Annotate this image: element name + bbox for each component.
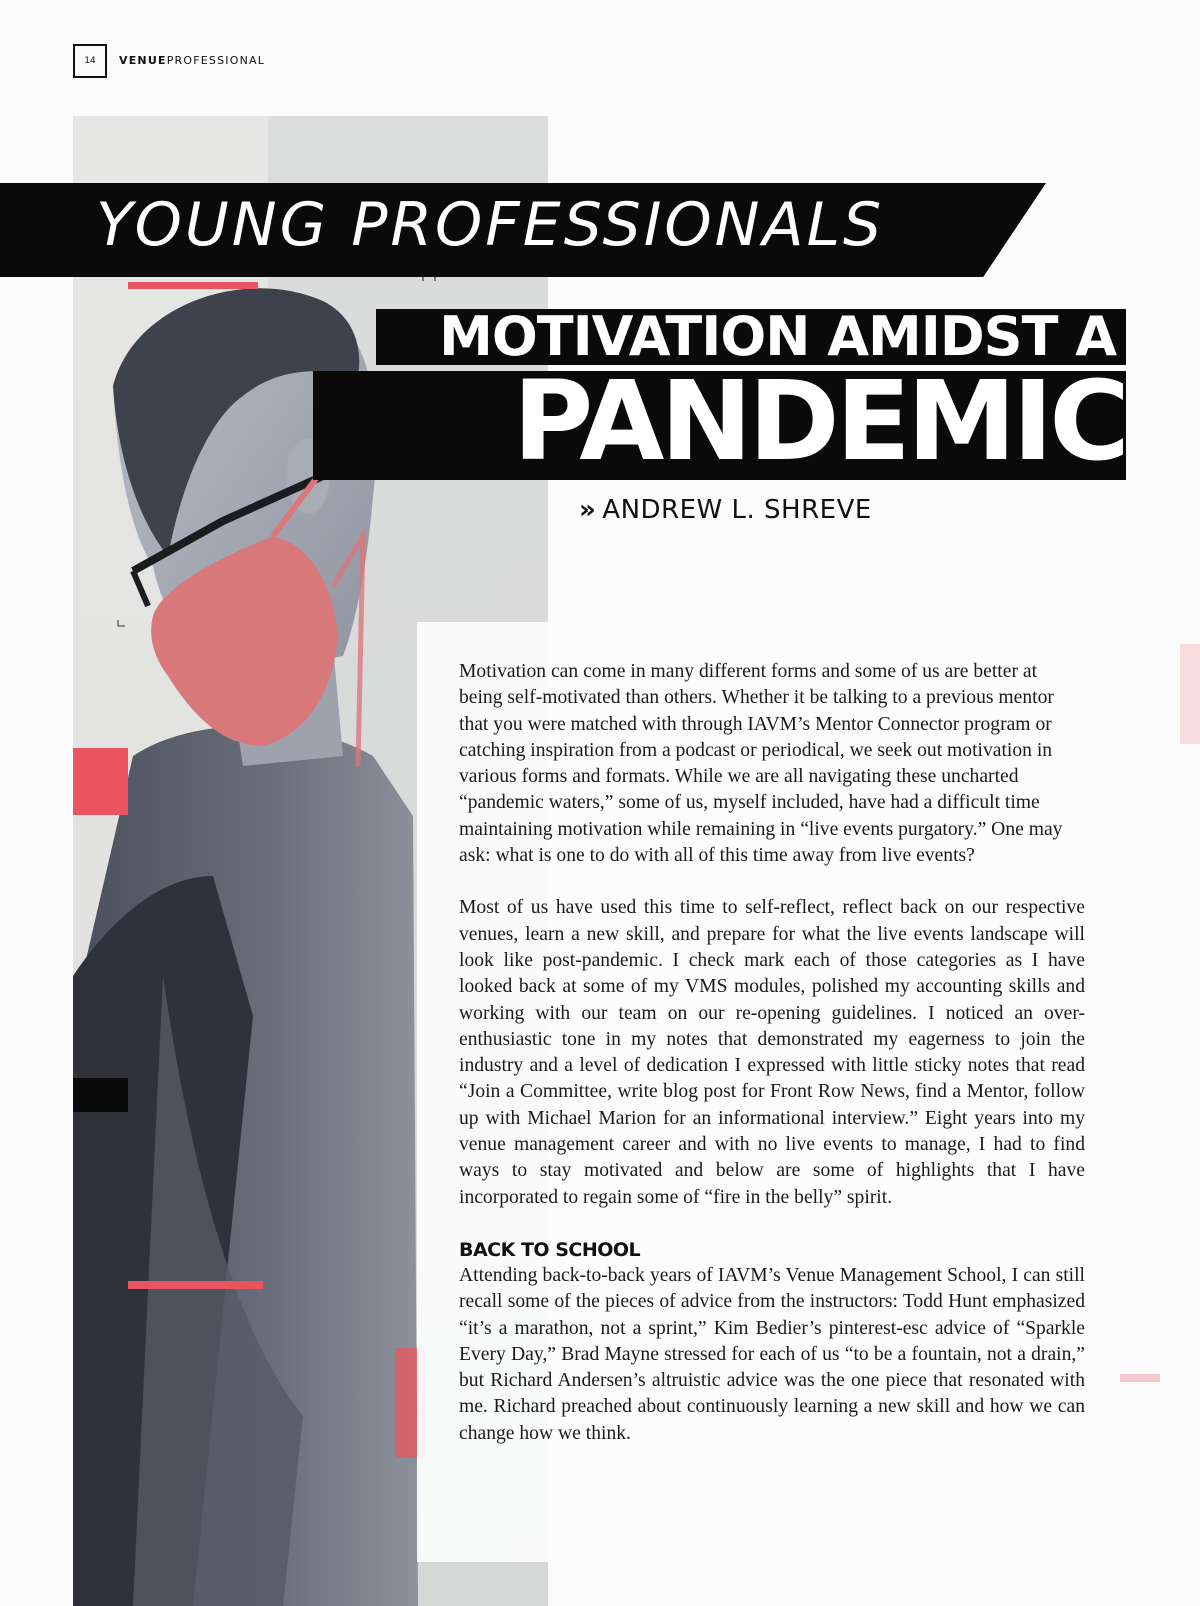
subheading: BACK TO SCHOOL: [459, 1238, 641, 1261]
article-title-line1: MOTIVATION AMIDST A: [439, 305, 1116, 368]
article-body: [459, 659, 1085, 1473]
magazine-masthead: VENUEPROFESSIONAL: [119, 54, 266, 67]
article-title-line2: PANDEMIC: [512, 357, 1126, 485]
author-name: ANDREW L. SHREVE: [602, 495, 872, 525]
section-title: YOUNG PROFESSIONALS: [96, 190, 885, 260]
chevron-right-icon: »: [579, 495, 597, 525]
page-number: 14: [73, 44, 107, 78]
byline: [579, 495, 872, 525]
decorative-mark: [1120, 1374, 1160, 1382]
paragraph: Motivation can come in many different forms and some of us are better at being self-motivated than others. Whether it be talking to a previous mentor that you were matched with through IAVM’s Mentor Connector program or catching inspiration from a podcast or periodical, we seek out motivation in various forms and formats. While we are all navigating these uncharted “pandemic waters,” some of us, myself included, have had a difficult time maintaining motivation while remaining in “live events purgatory.” One may ask: what is one to do with all of this time away from live events?: [459, 661, 1063, 867]
decorative-mark: [1180, 644, 1200, 744]
paragraph: Attending back-to-back years of IAVM’s Venue Management School, I can still recall some of the pieces of advice from the instructors: Todd Hunt emphasized “it’s a marathon, not a sprint,” Kim Bedier’s pinterest-esc advice of “Sparkle Every Day,” Brad Mayne stressed for each of us “to be a fountain, not a drain,” but Richard Andersen’s altruistic advice was the one piece that resonated with me. Richard preached about continuously learning a new skill and how we can change how we think.: [459, 1264, 1085, 1444]
paragraph: Most of us have used this time to self-reflect, reflect back on our respective venues, learn a new skill, and prepare for what the live events landscape will look like post-pandemic. I check mark each of those categories as I have looked back at some of my VMS modules, polished my accounting skills and working with our team on our re-opening guidelines. I noticed an over-enthusiastic tone in my notes that demonstrated my eagerness to join the industry and a level of dedication I expressed with little sticky notes that read “Join a Committee, write blog post for Front Row News, find a Mentor, follow up with Michael Marion for an informational interview.” Eight years into my venue management career and with no live events to manage, I had to find ways to stay motivated and below are some of highlights that I have incorporated to regain some of “fire in the belly” spirit.: [459, 897, 1085, 1208]
